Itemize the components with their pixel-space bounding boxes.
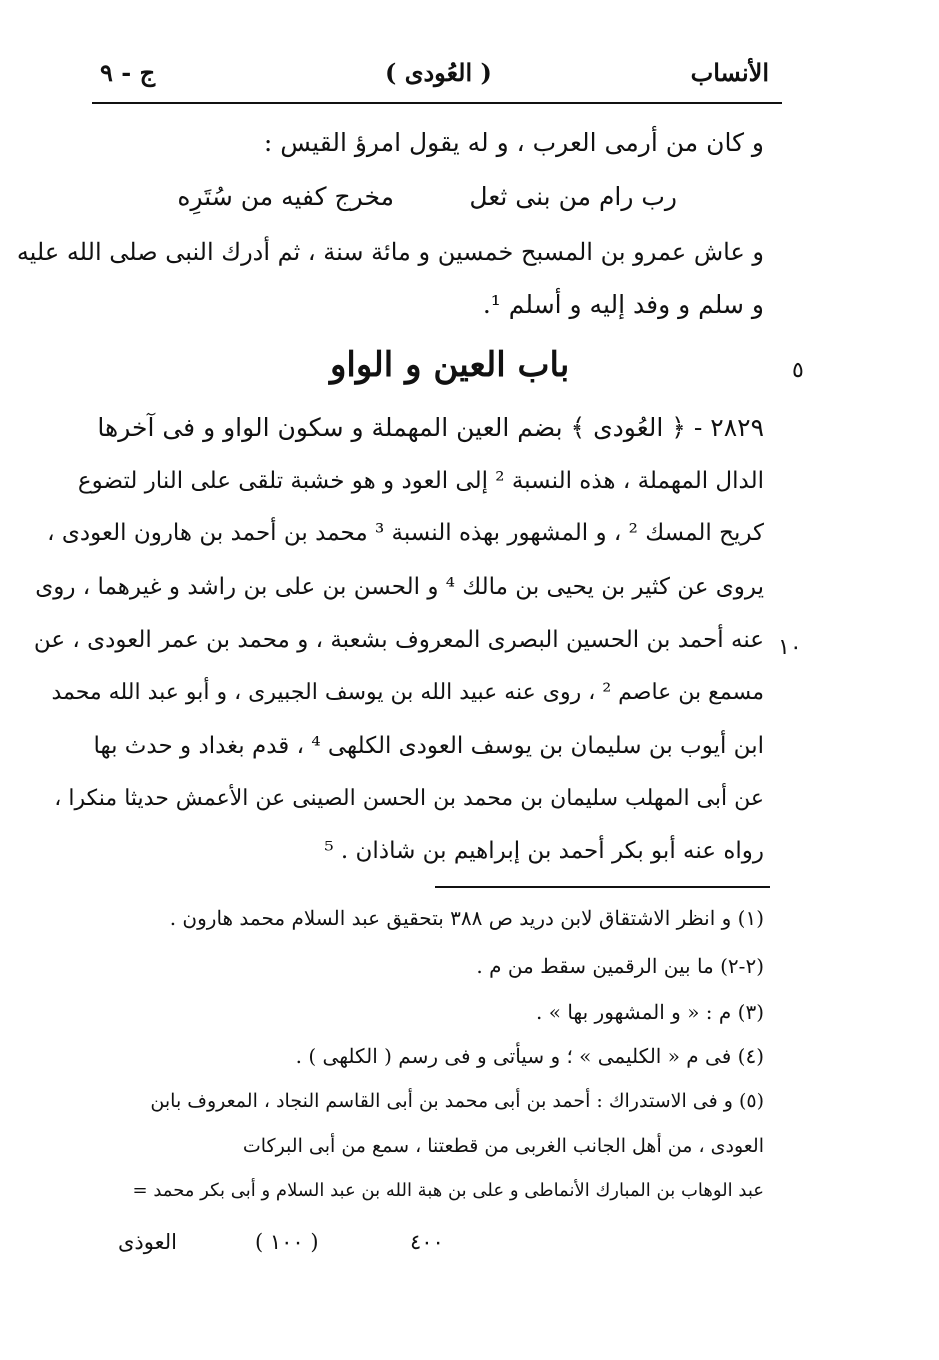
entry-line-4: يروى عن كثير بن يحيى بن مالك ⁴ و الحسن بن على بن راشد و غيرهما ، روى <box>35 574 764 600</box>
footnote-3: (٣) م : « و المشهور بها » . <box>536 1000 764 1024</box>
footnote-5-line-2: العودى ، من أهل الجانب الغربى من قطعتنا ، سمع من أبى البركات <box>242 1135 764 1157</box>
entry-line-5: عنه أحمد بن الحسين البصرى المعروف بشعبة ، و محمد بن عمر العودى ، عن <box>33 627 764 653</box>
footer-catchword: العوذى <box>118 1230 178 1254</box>
line-number-5: ٥ <box>792 358 804 383</box>
footnote-5-line-1: (٥) و فى الاستدراك : أحمد بن أبى محمد بن أبى القاسم النجاد ، المعروف بابن <box>150 1090 764 1112</box>
entry-line-2: الدال المهملة ، هذه النسبة ² إلى العود و هو خشبة تلقى على النار لتضوع <box>77 468 764 494</box>
header-rule <box>92 102 782 104</box>
intro-line-3: و سلم و وفد إليه و أسلم ¹. <box>482 290 764 319</box>
header-volume: ج - ٩ <box>100 58 156 87</box>
footnote-5-line-3: عبد الوهاب بن المبارك الأنماطى و على بن هبة الله بن عبد السلام و أبى بكر محمد = <box>132 1180 764 1201</box>
header-title: الأنساب <box>690 58 769 87</box>
entry-line-6: مسمع بن عاصم ² ، روى عنه عبيد الله بن يوسف الجبيرى ، و أبو عبد الله محمد <box>51 680 764 705</box>
verse-first-hemistich: رب رام من بنى ثعل <box>469 182 677 211</box>
entry-line-7: ابن أيوب بن سليمان بن يوسف العودى الكلهى ⁴ ، قدم بغداد و حدث بها <box>93 733 764 759</box>
verse-second-hemistich: مخرج كفيه من سُتَرِه <box>177 182 394 211</box>
page-number: ٤٠٠ <box>410 1230 444 1254</box>
line-number-10: ١٠ <box>778 635 802 660</box>
footnote-2: (٢-٢) ما بين الرقمين سقط من م . <box>476 954 764 978</box>
footnote-4: (٤) فى م « الكليمى » ؛ و سيأتى و فى رسم ( الكلهى ) . <box>295 1044 764 1068</box>
footnote-1: (١) و انظر الاشتقاق لابن دريد ص ٣٨٨ بتحقيق عبد السلام محمد هارون . <box>169 906 764 930</box>
entry-line-3: كريح المسك ² ، و المشهور بهذه النسبة ³ محمد بن أحمد بن هارون العودى ، <box>47 520 764 546</box>
intro-line-2: و عاش عمرو بن المسبح خمسين و مائة سنة ، ثم أدرك النبى صلى الله عليه <box>16 238 764 266</box>
entry-line-1: ٢٨٢٩ - ﴿ العُودى ﴾ بضم العين المهملة و سكون الواو و فى آخرها <box>97 413 764 442</box>
entry-line-8: عن أبى المهلب سليمان بن محمد بن الحسن الصينى عن الأعمش حديثا منكرا ، <box>54 786 764 811</box>
footer-count: ( ١٠٠ ) <box>255 1230 319 1254</box>
entry-line-9: رواه عنه أبو بكر أحمد بن إبراهيم بن شاذان . ⁵ <box>324 838 764 864</box>
header-center: ( العُودى ) <box>385 58 492 87</box>
section-title: باب العين و الواو <box>330 345 570 385</box>
footnote-rule <box>435 886 770 888</box>
intro-line-1: و كان من أرمى العرب ، و له يقول امرؤ القيس : <box>263 128 764 157</box>
